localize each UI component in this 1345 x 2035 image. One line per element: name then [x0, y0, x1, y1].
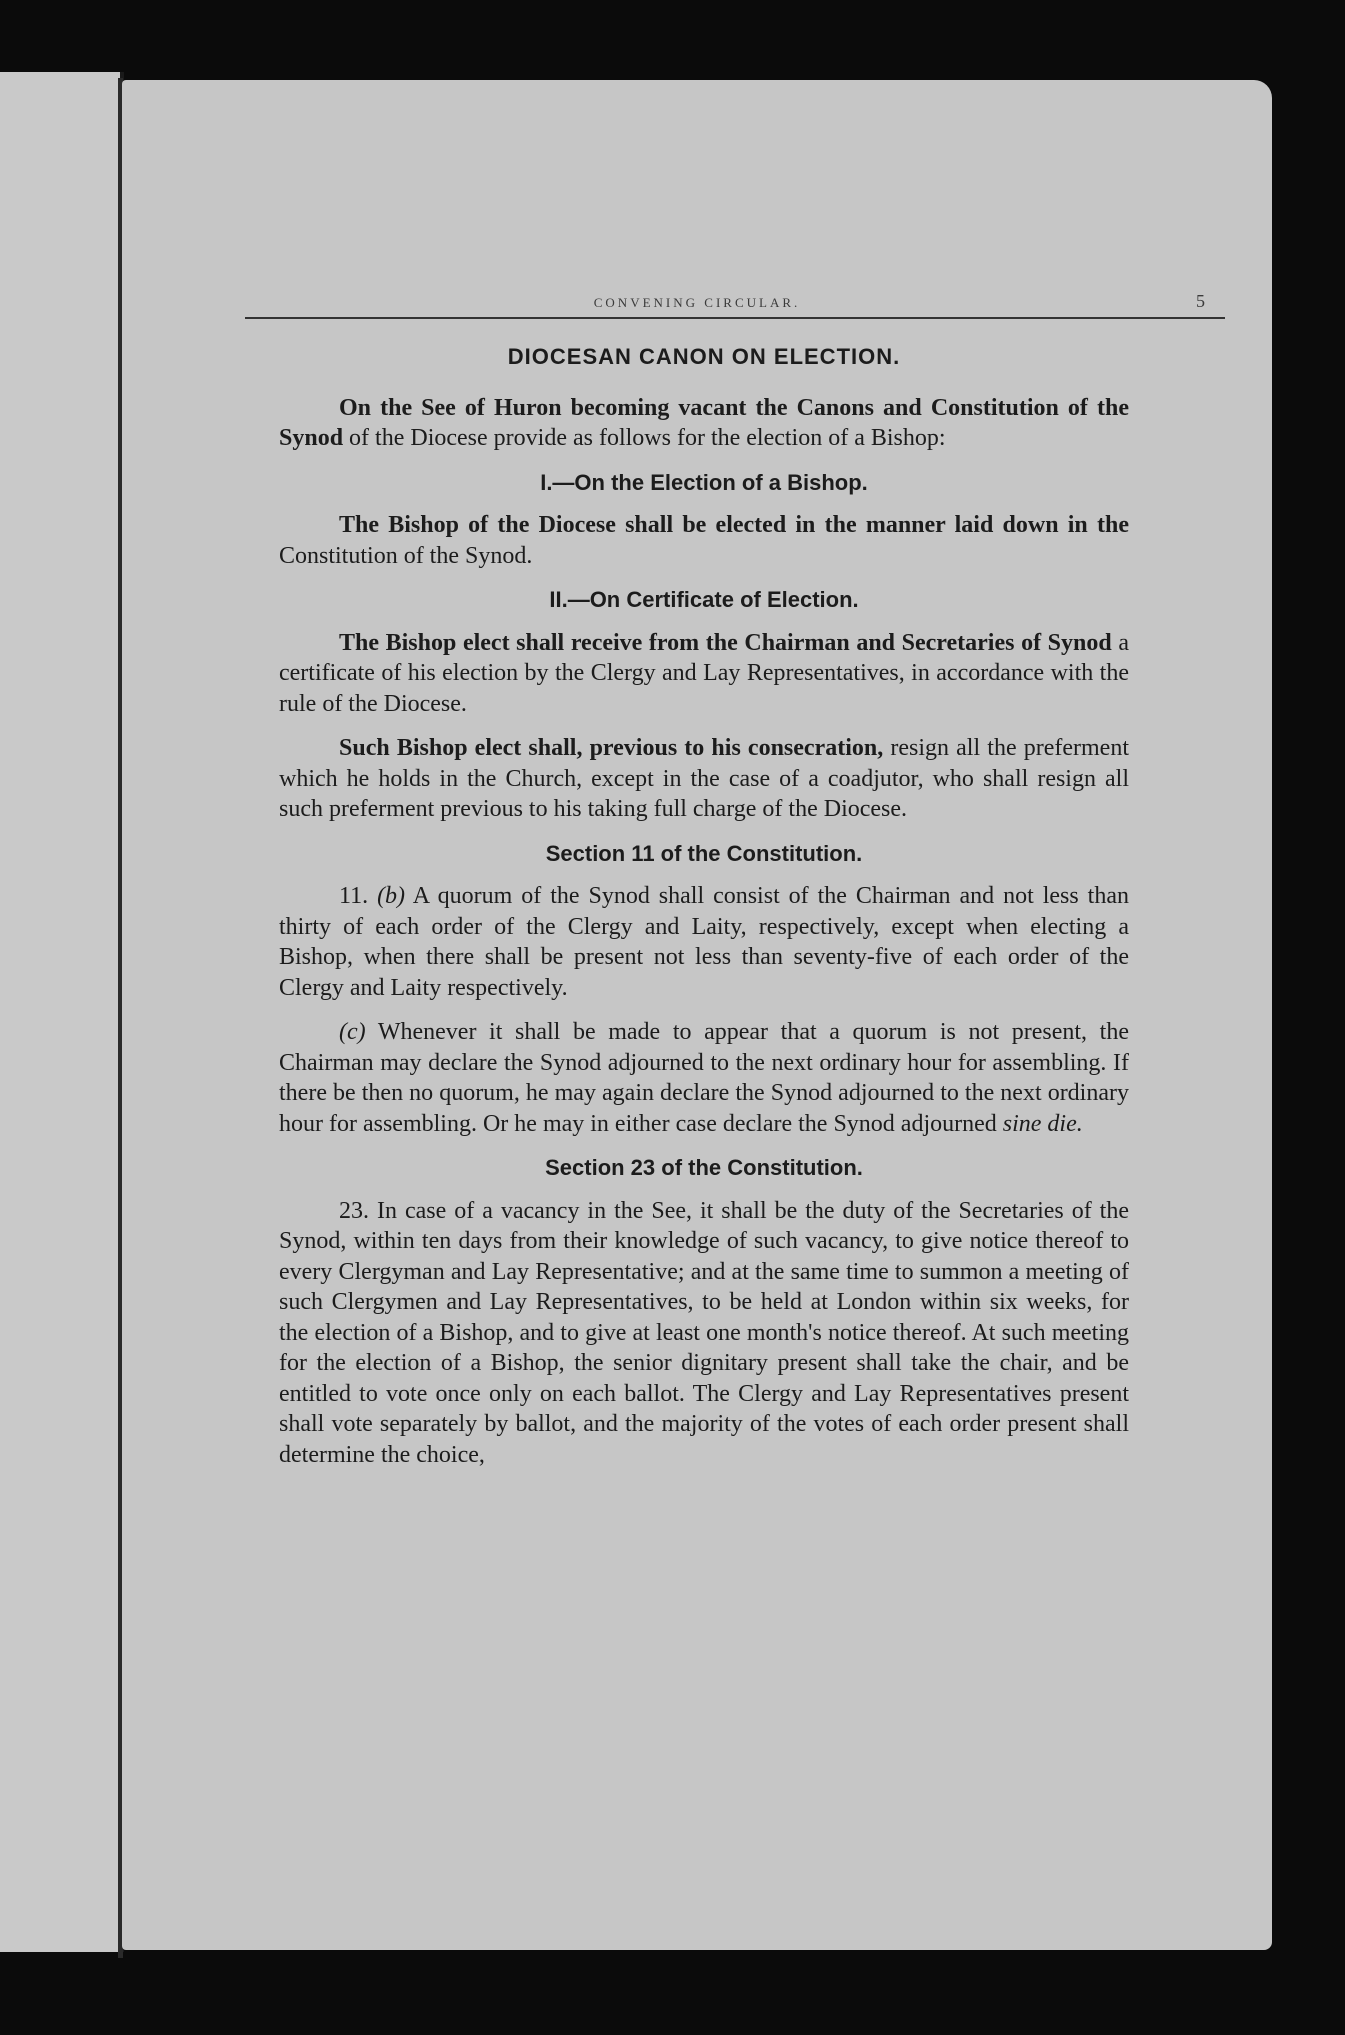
section-11-c-italic: sine die.: [1002, 1110, 1083, 1137]
section-2-paragraph-2: [279, 733, 1129, 825]
section-2-para2-rest: resign all the preferment which he holds in the Church, except in the case of a coadjutor, who shall resign all such preferment previous to his taking full charge of the Diocese.: [279, 735, 1129, 822]
section-11-c-label: (c): [339, 1019, 366, 1045]
section-1-heading: I.—On the Election of a Bishop.: [540, 469, 868, 495]
main-heading: DIOCESAN CANON ON ELECTION.: [507, 344, 901, 369]
section-11-c-paragraph: [279, 1017, 1129, 1139]
section-2-para1-rest: a certificate of his election by the Clergy and Lay Representatives, in accordance with the rule of the Diocese.: [279, 629, 1130, 717]
section-23-paragraph: [279, 1196, 1129, 1471]
section-23-number: 23.: [339, 1197, 369, 1224]
section-11-b-text: A quorum of the Synod shall consist of the Chairman and not less than thirty of each order of the Clergy and Laity, respectively, except when electing a Bishop, when there shall be present not less than seventy-five of each order of the Clergy and Laity respectively.: [279, 883, 1129, 1001]
section-11-b-paragraph: [279, 881, 1129, 1003]
section-11-heading: Section 11 of the Constitution.: [545, 840, 863, 866]
section-23-text: In case of a vacancy in the See, it shall be the duty of the Secretaries of the Synod, within ten days from their knowledge of such vacancy, to give notice thereof to every Clergyman and Lay Representative; and at the same time to summon a meeting of such Clergymen and Lay Representatives, to be held at London within six weeks, for the election of a Bishop, and to give at least one month's notice thereof. At such meeting for the election of a Bishop, the senior dignitary present shall take the chair, and be entitled to vote once only on each ballot. The Clergy and Lay Representatives present shall vote separately by ballot, and the majority of the votes of each order present shall determine the choice,: [279, 1197, 1129, 1468]
section-11-c-text: Whenever it shall be made to appear that a quorum is not present, the Chairman may declare the Synod adjourned to the next ordinary hour for assembling. If there be then no quorum, he may again declare the Synod adjourned to the next ordinary hour for assembling. Or he may in either case declare the Synod adjourned: [279, 1019, 1129, 1137]
running-head: [122, 285, 1272, 325]
running-title: CONVENING CIRCULAR.: [593, 295, 801, 310]
section-11-b-label: (b): [377, 883, 406, 909]
section-23-heading: Section 23 of the Constitution.: [545, 1155, 863, 1180]
intro-lead: On the See of Huron becoming vacant the Canons and Constitution of the Synod: [279, 394, 1129, 451]
header-rule: [245, 317, 1225, 319]
section-11-number: 11.: [339, 883, 369, 909]
section-2-para2-lead: Such Bishop elect shall, previous to his consecration,: [339, 735, 884, 761]
intro-paragraph: [279, 393, 1129, 454]
section-1-lead: The Bishop of the Diocese shall be elected in the manner laid down in the: [339, 512, 1129, 538]
book-page: [122, 80, 1272, 1950]
section-2-heading: II.—On Certificate of Election.: [549, 587, 859, 612]
section-1-rest: Constitution of the Synod.: [279, 542, 533, 569]
facing-page-edge: [0, 72, 124, 1952]
page-content: [279, 342, 1129, 1484]
section-1-paragraph: [279, 510, 1129, 571]
intro-rest: of the Diocese provide as follows for the election of a Bishop:: [349, 425, 946, 451]
section-2-para1-lead: The Bishop elect shall receive from the Chairman and Secretaries of Synod: [339, 629, 1112, 656]
section-2-paragraph-1: [279, 628, 1129, 720]
page-number: 5: [1196, 291, 1205, 311]
